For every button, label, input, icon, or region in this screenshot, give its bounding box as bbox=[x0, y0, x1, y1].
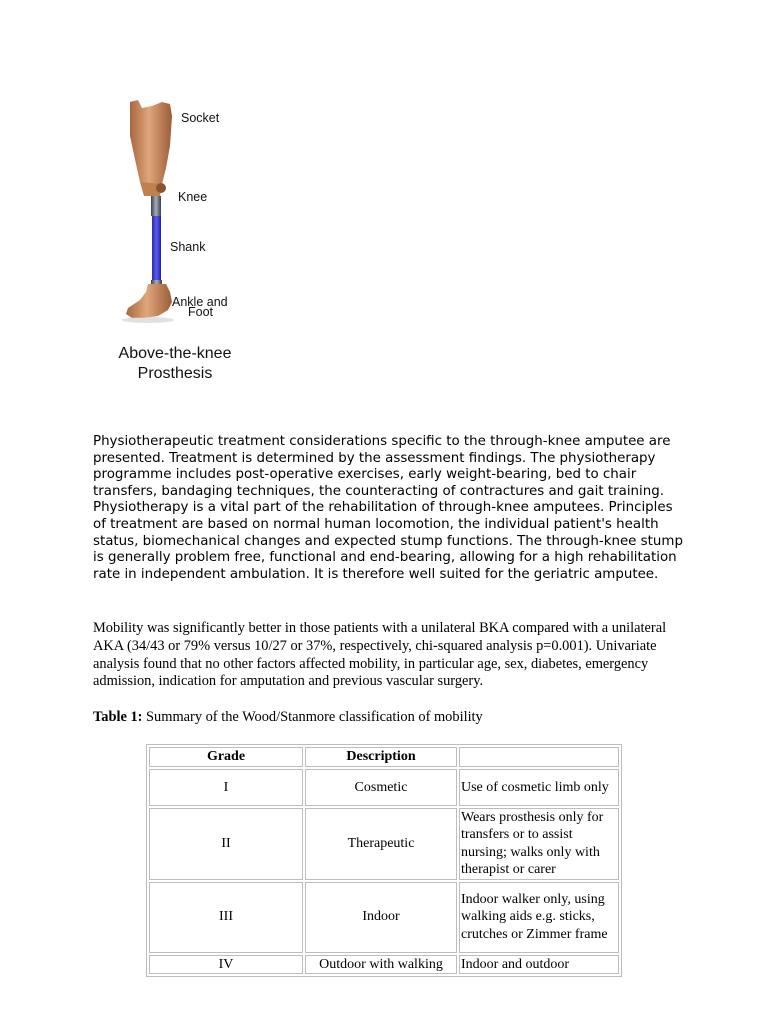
description-cell: Cosmetic bbox=[305, 769, 457, 806]
details-cell: Wears prosthesis only for transfers or to assist nursing; walks only with therapist or carer bbox=[459, 808, 619, 880]
details-cell: Indoor and outdoor bbox=[459, 955, 619, 974]
header-description: Description bbox=[305, 747, 457, 767]
description-cell: Outdoor with walking bbox=[305, 955, 457, 974]
prosthesis-figure bbox=[100, 96, 300, 396]
header-details bbox=[459, 747, 619, 767]
knee-joint bbox=[156, 183, 166, 193]
socket-shape bbox=[130, 100, 172, 186]
details-cell: Use of cosmetic limb only bbox=[459, 769, 619, 806]
mobility-classification-table bbox=[146, 744, 622, 977]
foot-label: Foot bbox=[188, 305, 214, 319]
grade-cell: II bbox=[149, 808, 303, 880]
table-caption-label: Table 1: bbox=[93, 709, 143, 725]
details-cell: Indoor walker only, using walking aids e.g. sticks, crutches or Zimmer frame bbox=[459, 882, 619, 953]
table-row bbox=[149, 769, 619, 806]
table-row bbox=[149, 882, 619, 953]
paragraph-mobility: Mobility was significantly better in those patients with a unilateral BKA compared with a unilateral AKA (34/43 or 79% versus 10/27 or 37%, respectively, chi-squared analysis p=0.001). Univariate analysis found that no other factors affected mobility, in particular age, sex, diabetes, emergency admission, indication for amputation and previous vascular surgery. bbox=[93, 620, 667, 690]
description-cell: Indoor bbox=[305, 882, 457, 953]
table-caption bbox=[93, 709, 483, 726]
foot-shape bbox=[126, 284, 172, 318]
socket-label: Socket bbox=[181, 111, 220, 125]
table-caption-text: Summary of the Wood/Stanmore classification of mobility bbox=[142, 709, 483, 725]
knee-label: Knee bbox=[178, 190, 208, 204]
description-cell: Therapeutic bbox=[305, 808, 457, 880]
table-header-row bbox=[149, 747, 619, 767]
header-grade: Grade bbox=[149, 747, 303, 767]
knee-connector bbox=[151, 196, 161, 216]
grade-cell: IV bbox=[149, 955, 303, 974]
foot-shadow bbox=[122, 317, 174, 323]
shank-pylon bbox=[152, 216, 161, 282]
ankle-label: Ankle and bbox=[172, 295, 228, 309]
paragraph-physiotherapy: Physiotherapeutic treatment considerations specific to the through-knee amputee are presented. Treatment is determined by the assessment findings. The physiotherapy programme includes post-operative exercises, early weight-bearing, bed to chair transfers, bandaging techniques, the counteracting of contractures and gait training. Physiotherapy is a vital part of the rehabilitation of through-knee amputees. Principles of treatment are based on normal human locomotion, the individual patient's health status, biomechanical changes and expected stump functions. The through-knee stump is generally problem free, functional and end-bearing, allowing for a high rehabilitation rate in independent ambulation. It is therefore well suited for the geriatric amputee. bbox=[93, 434, 683, 582]
figure-caption-line1: Above-the-knee bbox=[118, 345, 232, 362]
table-row bbox=[149, 808, 619, 880]
grade-cell: I bbox=[149, 769, 303, 806]
grade-cell: III bbox=[149, 882, 303, 953]
shank-label: Shank bbox=[170, 240, 206, 254]
figure-caption-line2: Prosthesis bbox=[137, 365, 213, 382]
table-row bbox=[149, 955, 619, 974]
